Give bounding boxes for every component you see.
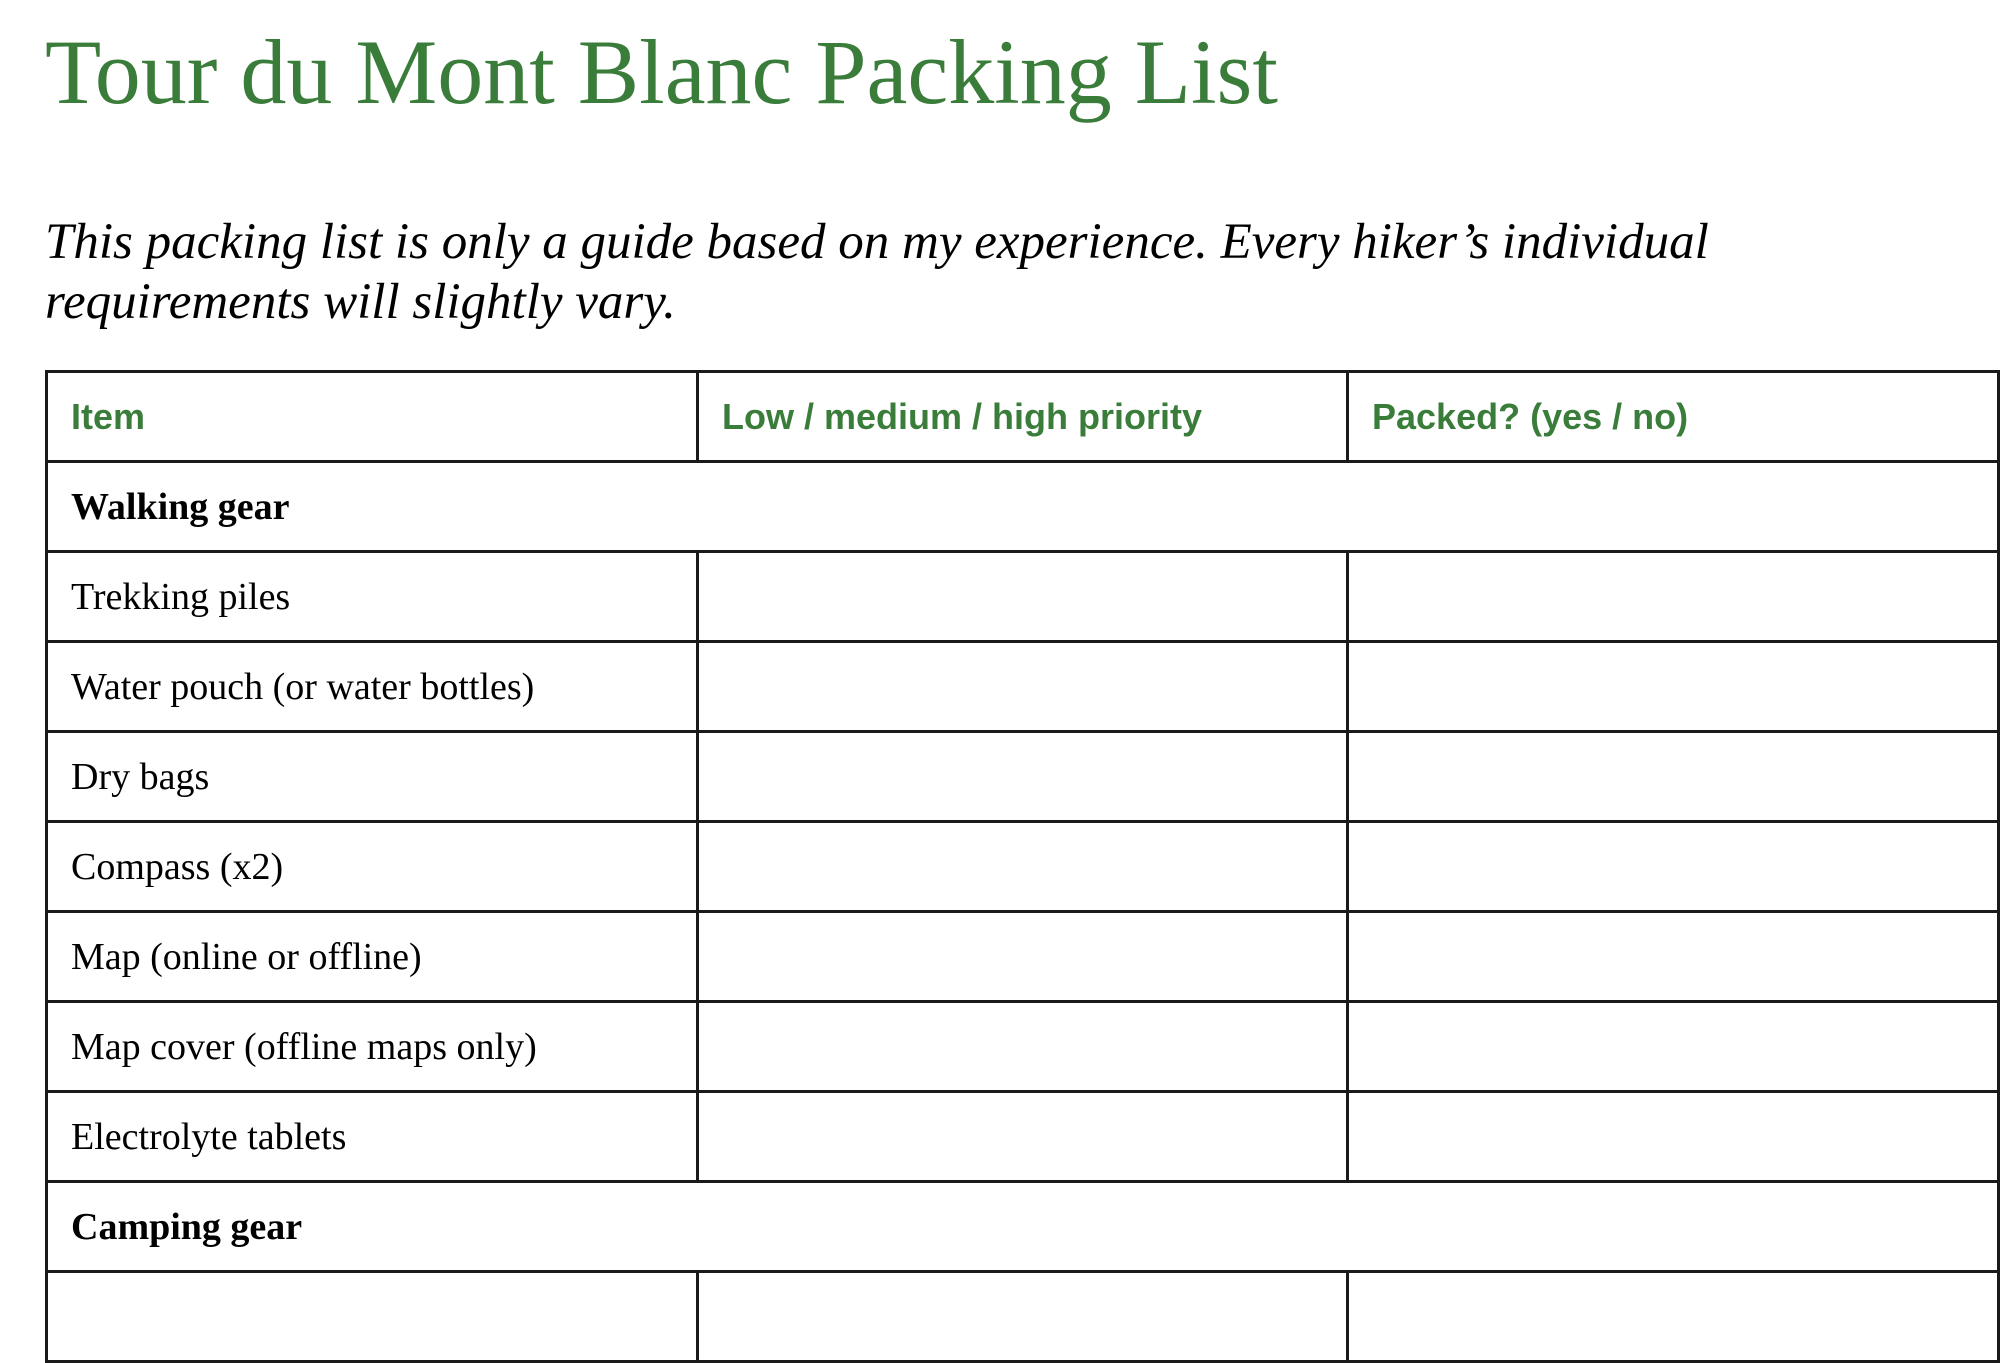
item-cell: [47, 1272, 698, 1362]
intro-paragraph: This packing list is only a guide based on my experience. Every hiker’s individual requirements will slightly vary.: [45, 214, 1709, 330]
table-row: [47, 1092, 1999, 1182]
item-cell: Dry bags: [47, 732, 698, 822]
packed-cell[interactable]: [1348, 1092, 1999, 1182]
table-row: [47, 1272, 1999, 1362]
priority-cell[interactable]: [698, 732, 1348, 822]
table-header-row: [47, 372, 1999, 462]
item-cell: Map (online or offline): [47, 912, 698, 1002]
priority-cell[interactable]: [698, 912, 1348, 1002]
table-row: [47, 552, 1999, 642]
header-packed: Packed? (yes / no): [1348, 372, 1999, 462]
table-body: [47, 462, 1999, 1362]
item-cell: Electrolyte tablets: [47, 1092, 698, 1182]
section-row-camping-gear: [47, 1182, 1999, 1272]
packed-cell[interactable]: [1348, 1272, 1999, 1362]
priority-cell[interactable]: [698, 552, 1348, 642]
packed-cell[interactable]: [1348, 822, 1999, 912]
table-row: [47, 822, 1999, 912]
section-row-walking-gear: [47, 462, 1999, 552]
item-cell: Map cover (offline maps only): [47, 1002, 698, 1092]
priority-cell[interactable]: [698, 1092, 1348, 1182]
packed-cell[interactable]: [1348, 642, 1999, 732]
document-page: [45, 0, 1995, 1248]
priority-cell[interactable]: [698, 1272, 1348, 1362]
packed-cell[interactable]: [1348, 1002, 1999, 1092]
section-title: Walking gear: [47, 462, 1999, 552]
table-row: [47, 732, 1999, 822]
table-row: [47, 642, 1999, 732]
table-row: [47, 1002, 1999, 1092]
item-cell: Compass (x2): [47, 822, 698, 912]
priority-cell[interactable]: [698, 1002, 1348, 1092]
priority-cell[interactable]: [698, 822, 1348, 912]
table-row: [47, 912, 1999, 1002]
priority-cell[interactable]: [698, 642, 1348, 732]
item-cell: Trekking piles: [47, 552, 698, 642]
packed-cell[interactable]: [1348, 732, 1999, 822]
header-item: Item: [47, 372, 698, 462]
item-cell: Water pouch (or water bottles): [47, 642, 698, 732]
document-title: Tour du Mont Blanc Packing List: [45, 21, 1278, 123]
header-priority: Low / medium / high priority: [698, 372, 1348, 462]
packed-cell[interactable]: [1348, 552, 1999, 642]
section-title: Camping gear: [47, 1182, 1999, 1272]
packing-table: [45, 370, 2000, 1363]
packed-cell[interactable]: [1348, 912, 1999, 1002]
